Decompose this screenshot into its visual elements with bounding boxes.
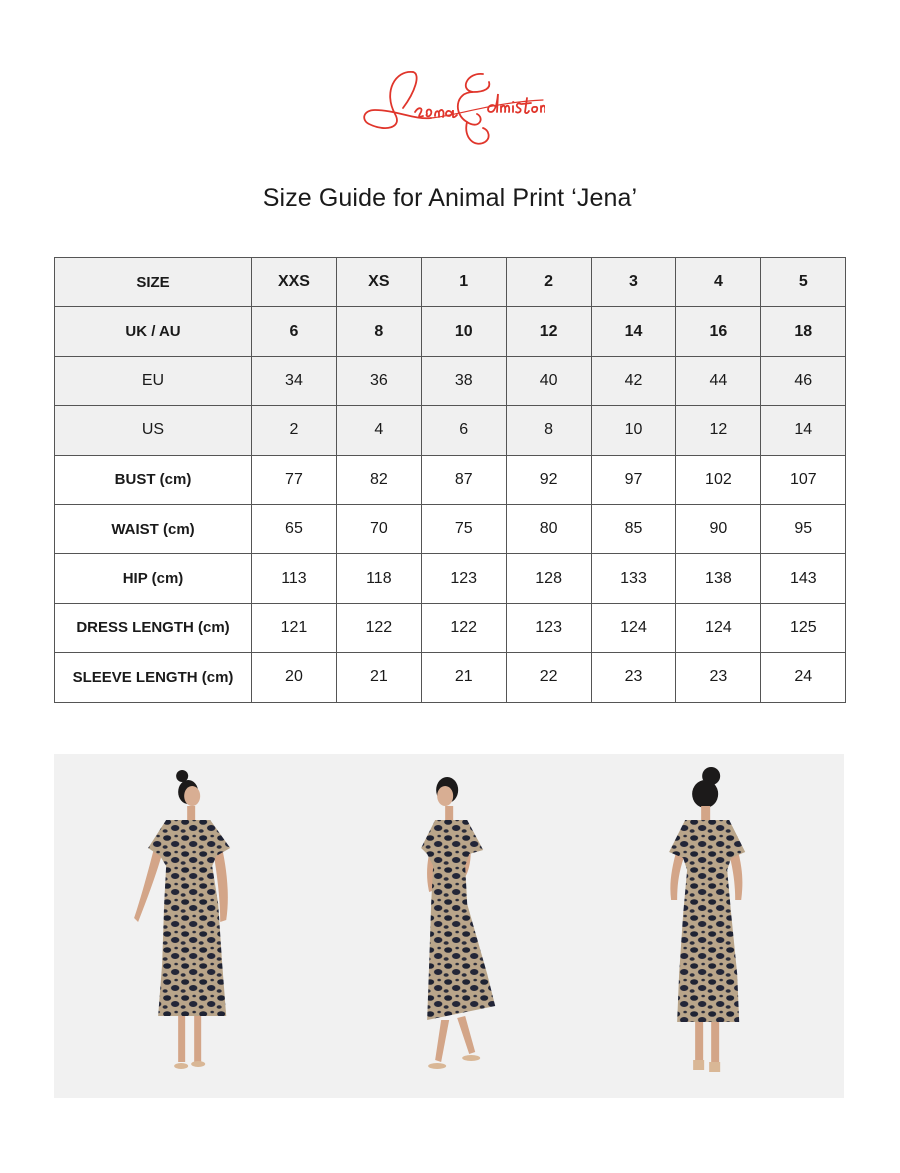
row-label: DRESS LENGTH (cm) — [55, 603, 252, 652]
cell: 143 — [761, 554, 846, 603]
row-sleeve-length — [55, 653, 846, 702]
cell: 8 — [506, 406, 591, 455]
cell: 46 — [761, 356, 846, 405]
row-hip — [55, 554, 846, 603]
cell: 124 — [591, 603, 676, 652]
cell: XXS — [252, 258, 337, 307]
cell: 65 — [252, 504, 337, 553]
photo-side-view — [317, 754, 580, 1098]
cell: 107 — [761, 455, 846, 504]
cell: 87 — [421, 455, 506, 504]
cell: 118 — [336, 554, 421, 603]
model-front-illustration — [54, 754, 317, 1098]
cell: 16 — [676, 307, 761, 356]
cell: 14 — [591, 307, 676, 356]
cell: 102 — [676, 455, 761, 504]
model-back-illustration — [581, 754, 844, 1098]
cell: 22 — [506, 653, 591, 702]
cell: 85 — [591, 504, 676, 553]
cell: 128 — [506, 554, 591, 603]
row-bust — [55, 455, 846, 504]
cell: 75 — [421, 504, 506, 553]
cell: 20 — [252, 653, 337, 702]
cell: 21 — [336, 653, 421, 702]
cell: 14 — [761, 406, 846, 455]
row-eu — [55, 356, 846, 405]
row-size — [55, 258, 846, 307]
cell: 90 — [676, 504, 761, 553]
cell: 70 — [336, 504, 421, 553]
model-side-illustration — [317, 754, 580, 1098]
cell: 21 — [421, 653, 506, 702]
cell: 8 — [336, 307, 421, 356]
cell: 4 — [676, 258, 761, 307]
cell: 95 — [761, 504, 846, 553]
photo-back-view — [581, 754, 844, 1098]
row-label: SIZE — [55, 258, 252, 307]
cell: 10 — [421, 307, 506, 356]
photo-front-view — [54, 754, 317, 1098]
cell: 133 — [591, 554, 676, 603]
cell: 6 — [421, 406, 506, 455]
brand-logo — [355, 62, 545, 152]
cell: 125 — [761, 603, 846, 652]
row-label: HIP (cm) — [55, 554, 252, 603]
cell: 4 — [336, 406, 421, 455]
cell: 113 — [252, 554, 337, 603]
cell: XS — [336, 258, 421, 307]
cell: 77 — [252, 455, 337, 504]
cell: 3 — [591, 258, 676, 307]
cell: 121 — [252, 603, 337, 652]
leona-edmiston-signature-icon — [355, 62, 545, 152]
row-uk-au — [55, 307, 846, 356]
cell: 97 — [591, 455, 676, 504]
cell: 123 — [421, 554, 506, 603]
cell: 10 — [591, 406, 676, 455]
page-title: Size Guide for Animal Print ‘Jena’ — [262, 184, 638, 212]
size-chart-body — [55, 258, 846, 703]
cell: 42 — [591, 356, 676, 405]
row-us — [55, 406, 846, 455]
row-waist — [55, 504, 846, 553]
cell: 122 — [336, 603, 421, 652]
cell: 6 — [252, 307, 337, 356]
cell: 38 — [421, 356, 506, 405]
cell: 92 — [506, 455, 591, 504]
cell: 40 — [506, 356, 591, 405]
cell: 138 — [676, 554, 761, 603]
cell: 123 — [506, 603, 591, 652]
cell: 82 — [336, 455, 421, 504]
row-label: UK / AU — [55, 307, 252, 356]
cell: 2 — [252, 406, 337, 455]
row-label: SLEEVE LENGTH (cm) — [55, 653, 252, 702]
cell: 18 — [761, 307, 846, 356]
cell: 24 — [761, 653, 846, 702]
cell: 23 — [591, 653, 676, 702]
size-chart-table — [54, 257, 846, 703]
cell: 34 — [252, 356, 337, 405]
cell: 44 — [676, 356, 761, 405]
cell: 5 — [761, 258, 846, 307]
row-label: EU — [55, 356, 252, 405]
cell: 23 — [676, 653, 761, 702]
row-label: BUST (cm) — [55, 455, 252, 504]
cell: 12 — [676, 406, 761, 455]
cell: 1 — [421, 258, 506, 307]
cell: 80 — [506, 504, 591, 553]
cell: 122 — [421, 603, 506, 652]
cell: 2 — [506, 258, 591, 307]
row-dress-length — [55, 603, 846, 652]
cell: 36 — [336, 356, 421, 405]
cell: 12 — [506, 307, 591, 356]
row-label: WAIST (cm) — [55, 504, 252, 553]
cell: 124 — [676, 603, 761, 652]
product-photos — [54, 754, 844, 1098]
row-label: US — [55, 406, 252, 455]
